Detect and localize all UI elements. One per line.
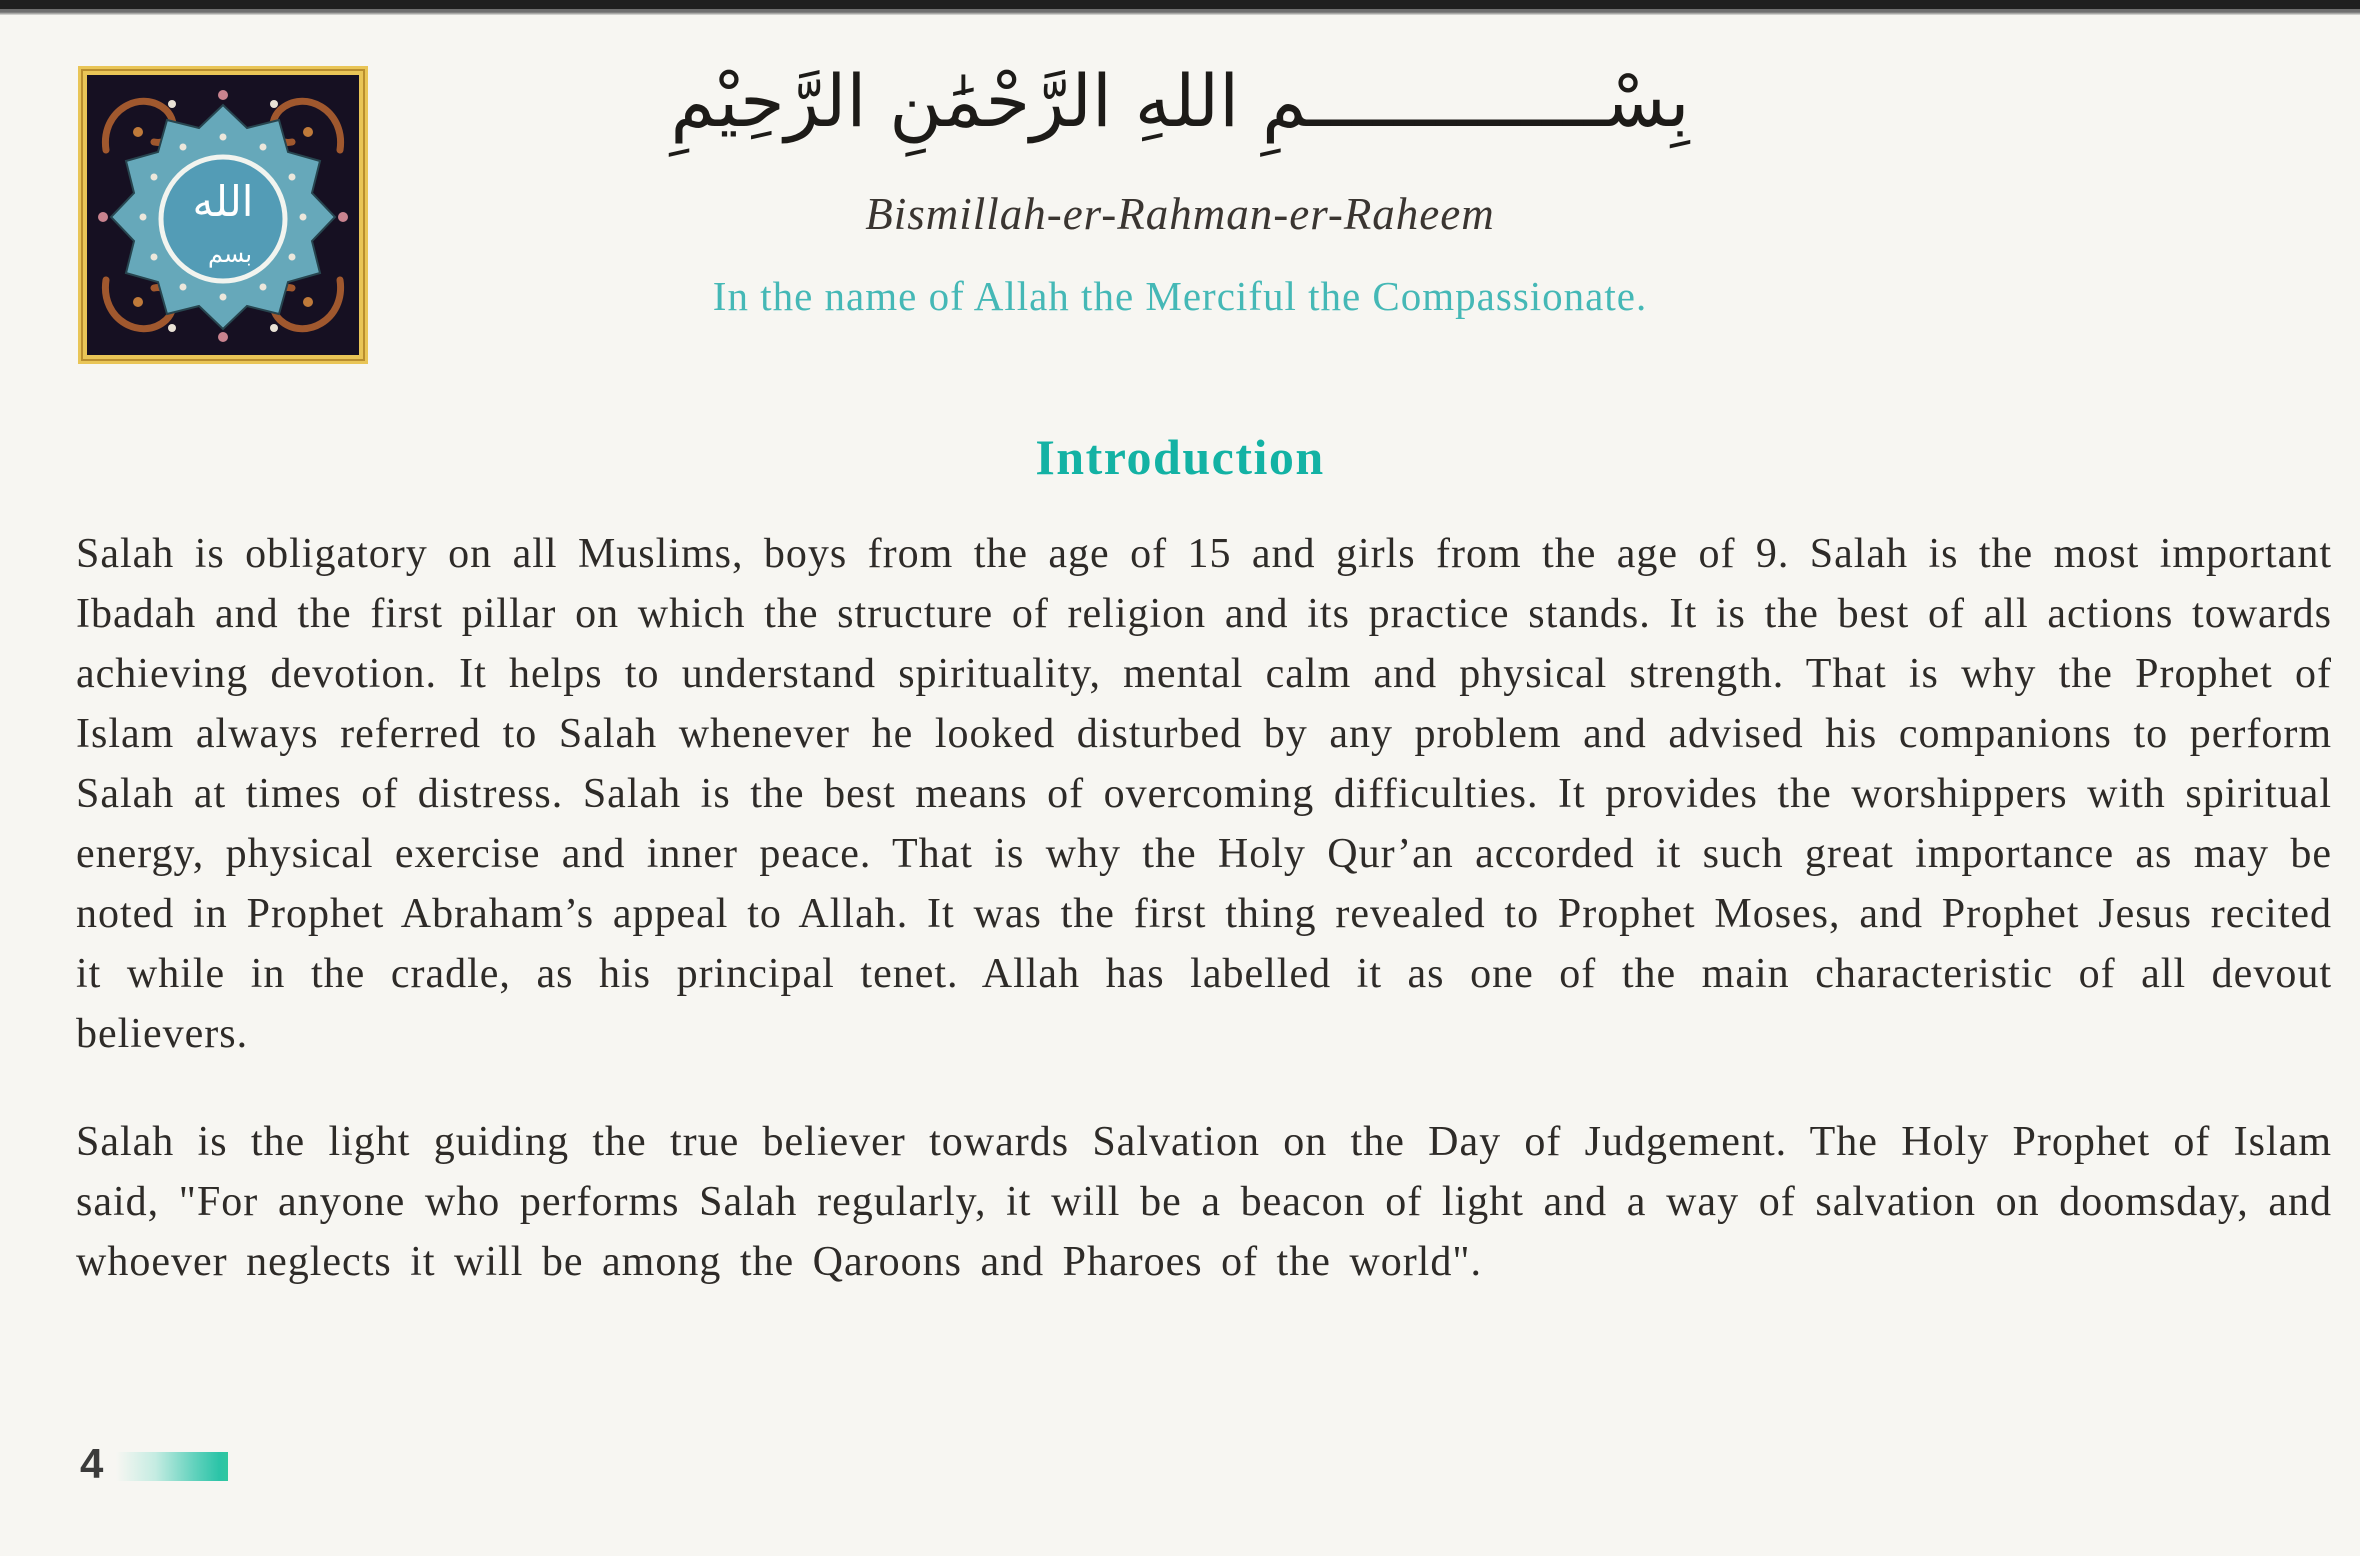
page-title: Introduction xyxy=(1035,428,1325,485)
body-text xyxy=(76,524,2332,1292)
scan-edge-top xyxy=(0,0,2360,15)
page-number: 4 xyxy=(80,1440,104,1487)
footer-gradient-bar xyxy=(116,1452,228,1481)
bismillah-arabic-calligraphy: بِسْــــــــــــــمِ اللهِ الرَّحْمَٰنِ الرَّحِيْمِ xyxy=(670,59,1690,143)
tile-bism-calligraphy: بسم xyxy=(207,240,253,268)
bismillah-translation: In the name of Allah the Merciful the Compassionate. xyxy=(712,273,1648,319)
bismillah-transliteration: Bismillah-er-Rahman-er-Raheem xyxy=(865,189,1495,239)
paragraph-salah-obligatory: Salah is obligatory on all Muslims, boys from the age of 15 and girls from the age of 9. Salah is the most important Ibadah and the first pillar on which the structure of religion and its practice stands. It is the best of all actions towards achieving devotion. It helps to understand spirituality, mental calm and physical strength. That is why the Prophet of Islam always referred to Salah whenever he looked disturbed by any problem and advised his companions to perform Salah at times of distress. Salah is the best means of overcoming difficulties. It provides the worshippers with spiritual energy, physical exercise and inner peace. That is why the Holy Qur’an accorded it such great importance as may be noted in Prophet Abraham’s appeal to Allah. It was the first thing revealed to Prophet Moses, and Prophet Jesus recited it while in the cradle, as his principal tenet. Allah has labelled it as one of the main characteristic of all devout believers. xyxy=(76,531,2332,1057)
paragraph-salah-light: Salah is the light guiding the true believer towards Salvation on the Day of Judgement. The Holy Prophet of Islam said, "For anyone who performs Salah regularly, it will be a beacon of light and a way of salvation on doomsday, and whoever neglects it will be among the Qaroons and Pharoes of the world". xyxy=(76,1119,2332,1285)
tile-allah-calligraphy: الله xyxy=(192,177,254,226)
